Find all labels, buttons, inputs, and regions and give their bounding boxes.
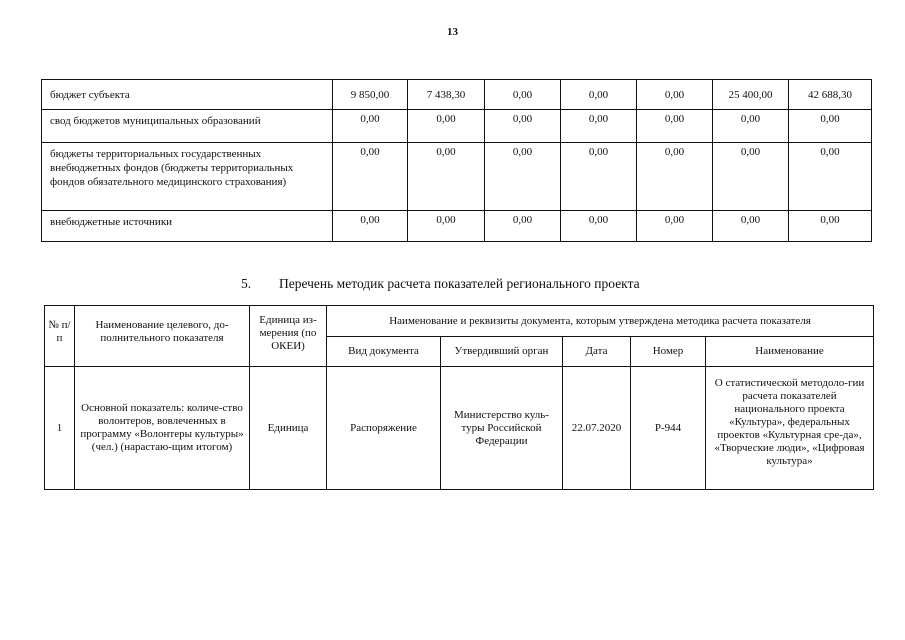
- budget-value: 0,00: [485, 80, 561, 110]
- table-header-row: [45, 306, 874, 337]
- table-row: [42, 211, 872, 242]
- budget-value: 0,00: [561, 211, 637, 242]
- section-title: Перечень методик расчета показателей регионального проекта: [279, 276, 640, 291]
- table-row: [42, 143, 872, 211]
- header-doc-type: Вид документа: [327, 337, 441, 367]
- header-indicator: Наименование целевого, до-полнительного показателя: [75, 306, 250, 367]
- budget-value: 0,00: [561, 80, 637, 110]
- budget-value: 0,00: [561, 110, 637, 143]
- header-approver: Утвердивший орган: [441, 337, 563, 367]
- budget-value: 7 438,30: [408, 80, 485, 110]
- budget-value: 0,00: [408, 211, 485, 242]
- table-row: [42, 80, 872, 110]
- approver-value: Министерство куль-туры Российской Федерации: [441, 367, 563, 490]
- budget-value: 9 850,00: [333, 80, 408, 110]
- budget-value: 0,00: [333, 110, 408, 143]
- budget-source-name: внебюджетные источники: [42, 211, 333, 242]
- doc-number-value: Р-944: [631, 367, 706, 490]
- date-value: 22.07.2020: [563, 367, 631, 490]
- methodology-table: [44, 305, 874, 490]
- budget-source-name: свод бюджетов муниципальных образований: [42, 110, 333, 143]
- budget-value: 0,00: [561, 143, 637, 211]
- budget-value: 0,00: [485, 211, 561, 242]
- budget-value: 0,00: [333, 211, 408, 242]
- row-number: 1: [45, 367, 75, 490]
- header-doc-title: Наименование: [706, 337, 874, 367]
- indicator-name: Основной показатель: количе-ство волонтеров, вовлеченных в программу «Волонтеры культуры» (чел.) (нарастаю-щим итогом): [75, 367, 250, 490]
- budget-value: 0,00: [789, 110, 872, 143]
- header-unit: Единица из-мерения (по ОКЕИ): [250, 306, 327, 367]
- budget-value: 25 400,00: [713, 80, 789, 110]
- doc-title-value: О статистической методоло-гии расчета показателей национального проекта «Культура», федеральных проектов «Культурная сре-да», «Творческие люди», «Цифровая культура»: [706, 367, 874, 490]
- budget-source-name: бюджеты территориальных государственных внебюджетных фондов (бюджеты территориальных фондов обязательного медицинского страхования): [42, 143, 333, 211]
- page-number: 13: [447, 26, 458, 38]
- unit-value: Единица: [250, 367, 327, 490]
- table-row: [45, 367, 874, 490]
- budget-value: 0,00: [408, 143, 485, 211]
- budget-value: 0,00: [637, 110, 713, 143]
- budget-value: 0,00: [713, 143, 789, 211]
- budget-value: 42 688,30: [789, 80, 872, 110]
- doc-type-value: Распоряжение: [327, 367, 441, 490]
- budget-value: 0,00: [485, 110, 561, 143]
- budget-value: 0,00: [485, 143, 561, 211]
- budget-value: 0,00: [637, 211, 713, 242]
- budget-value: 0,00: [713, 110, 789, 143]
- budget-value: 0,00: [789, 211, 872, 242]
- budget-value: 0,00: [713, 211, 789, 242]
- budget-value: 0,00: [408, 110, 485, 143]
- budget-table: [41, 79, 872, 242]
- header-number: № п/п: [45, 306, 75, 367]
- budget-value: 0,00: [637, 143, 713, 211]
- budget-source-name: бюджет субъекта: [42, 80, 333, 110]
- budget-value: 0,00: [789, 143, 872, 211]
- budget-value: 0,00: [637, 80, 713, 110]
- table-row: [42, 110, 872, 143]
- section-number: 5.: [241, 276, 252, 291]
- budget-value: 0,00: [333, 143, 408, 211]
- header-document-group: Наименование и реквизиты документа, которым утверждена методика расчета показателя: [327, 306, 874, 337]
- header-date: Дата: [563, 337, 631, 367]
- header-doc-number: Номер: [631, 337, 706, 367]
- section-heading: [241, 276, 640, 292]
